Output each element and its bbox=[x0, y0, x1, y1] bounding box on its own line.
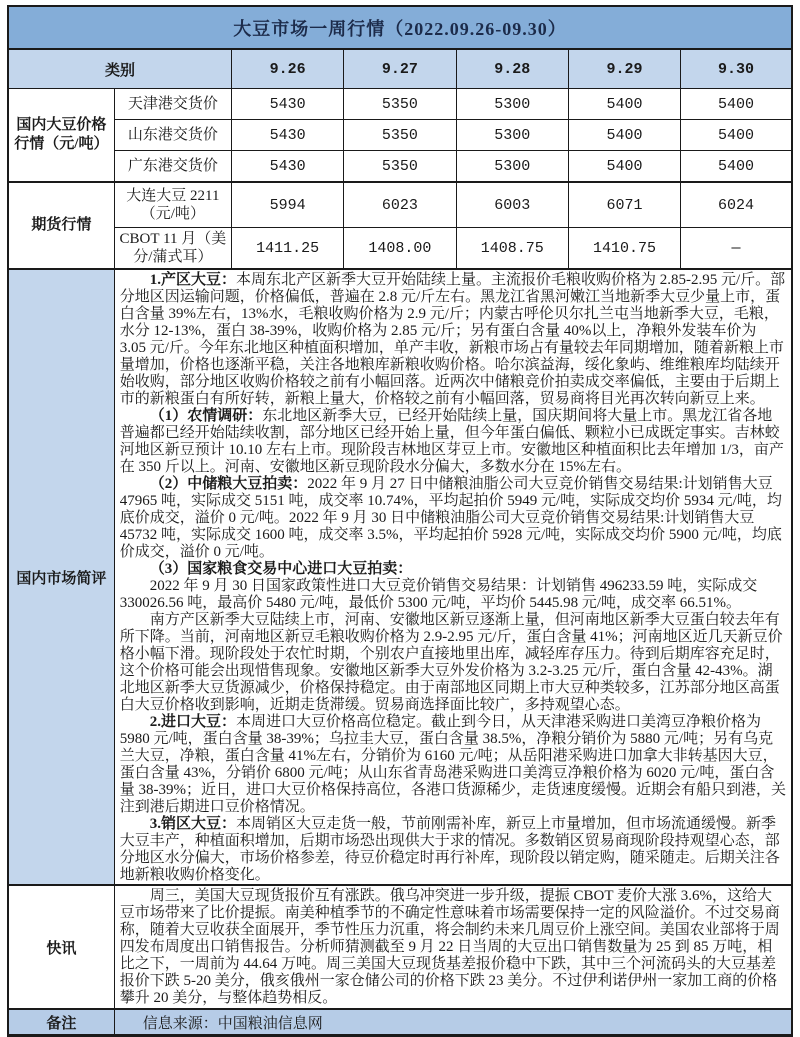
date-header: 9.27 bbox=[344, 49, 456, 89]
price-cell: 6024 bbox=[681, 182, 792, 228]
price-cell: 1408.00 bbox=[344, 228, 456, 270]
report-sheet bbox=[7, 5, 793, 1037]
price-cell: 5300 bbox=[456, 120, 568, 151]
price-cell: 5400 bbox=[568, 151, 680, 183]
row-label: 广东港交货价 bbox=[114, 151, 231, 183]
review-row bbox=[8, 269, 792, 885]
price-cell: 5400 bbox=[681, 89, 792, 120]
section-label-news-flash: 快讯 bbox=[8, 885, 114, 1009]
paragraph: （1）农情调研：东北地区新季大豆，已经开始陆续上量，国庆期间将大量上市。黑龙江省各地普遍都已经开始陆续收割，部分地区已经开始上量，但今年蛋白偏低、颗粒小已成既定事实。吉林蛟河地区新豆预计 10.10 左右上市。现阶段吉林地区芽豆上市。安徽地区种植面积比去年增加 1/3，亩产在 350 斤以上。河南、安徽地区新豆现阶段水分偏大，多数水分在 15%左右。 bbox=[119, 408, 784, 475]
table-row-guangdong bbox=[8, 151, 792, 183]
table-row-tianjin bbox=[8, 89, 792, 120]
table-row-dalian-futures bbox=[8, 182, 792, 228]
paragraph: 2022 年 9 月 30 日国家政策性进口大豆竞价销售交易结果：计划销售 496233.59 吨，实际成交 330026.56 吨，最高价 5480 元/吨，最低价 5300 元/吨，平均价 5445.98 元/吨，成交率 66.51%。 bbox=[119, 578, 758, 611]
row-label: CBOT 11 月（美分/蒲式耳） bbox=[114, 228, 231, 270]
paragraph: （3）国家粮食交易中心进口大豆拍卖： bbox=[149, 561, 413, 577]
section-label-market-review: 国内市场简评 bbox=[8, 269, 114, 885]
row-label: 天津港交货价 bbox=[114, 89, 231, 120]
page-title: 大豆市场一周行情（2022.09.26-09.30） bbox=[8, 6, 792, 49]
paragraph: 3.销区大豆：本周销区大豆走货一般，节前刚需补库，新豆上市量增加，但市场流通缓慢。新季大豆丰产，种植面积增加，后期市场恐出现供大于求的情况。多数销区贸易商现阶段持观望心态，部分地区水分偏大，市场价格参差，待豆价稳定时再行补库，现阶段以销定购，随采随走。后期关注各地新粮收购价格变化。 bbox=[119, 816, 780, 883]
soybean-weekly-table bbox=[7, 5, 793, 1037]
price-cell: 5400 bbox=[568, 89, 680, 120]
price-cell: 6003 bbox=[456, 182, 568, 228]
paragraph: 南方产区新季大豆陆续上市，河南、安徽地区新豆逐渐上量，但河南地区新季大豆蛋白较去年有所下降。当前，河南地区新豆毛粮收购价格为 2.9-2.95 元/斤，蛋白含量 41%；河南地区近几天新豆价格小幅下滑。现阶段处于农忙时期，个别农户直接地里出库，减轻库存压力。待到后期库容充足时，这个价格可能会出现惜售现象。安徽地区新季大豆外发价格为 3.2-3.25 元/斤，蛋白含量 42-43%。湖北地区新季大豆货源减少，价格保持稳定。由于南部地区同期上市大豆种类较多，江苏部分地区高蛋白大豆价格收到影响，近期走货滞缓。贸易商选择面比较广，多持观望心态。 bbox=[119, 612, 783, 713]
price-cell: 1410.75 bbox=[568, 228, 680, 270]
group-label-domestic-prices: 国内大豆价格行情（元/吨） bbox=[8, 89, 114, 183]
news-flash-text bbox=[114, 885, 792, 1009]
title-row bbox=[8, 6, 792, 49]
price-cell: 5994 bbox=[232, 182, 344, 228]
price-cell: 5300 bbox=[456, 89, 568, 120]
price-cell: 5400 bbox=[568, 120, 680, 151]
date-header-row bbox=[8, 49, 792, 89]
remark-row bbox=[8, 1009, 792, 1036]
price-cell: 5350 bbox=[344, 89, 456, 120]
price-cell: 5400 bbox=[681, 151, 792, 183]
price-cell: 5300 bbox=[456, 151, 568, 183]
market-review-text bbox=[114, 269, 792, 885]
price-cell: 5350 bbox=[344, 151, 456, 183]
date-header: 9.26 bbox=[232, 49, 344, 89]
date-header: 9.29 bbox=[568, 49, 680, 89]
express-row bbox=[8, 885, 792, 1009]
section-label-remark: 备注 bbox=[8, 1009, 114, 1036]
paragraph: 周三，美国大豆现货报价互有涨跌。俄乌冲突进一步升级，提振 CBOT 麦价大涨 3.6%，这给大豆市场带来了比价提振。南美种植季节的不确定性意味着市场需要保持一定的风险溢价。不过交易商称，随着大豆收获全面展开，季节性压力沉重，将会制约未来几周豆价上涨空间。美国农业部将于周四发布周度出口销售报告。分析师猜测截至 9 月 22 日当周的大豆出口销售数量为 25 到 85 万吨，相比之下，一周前为 44.64 万吨。周三美国大豆现货基差报价稳中下跌，其中三个河流码头的大豆基差报价下跌 5-20 美分，俄亥俄州一家仓储公司的价格下跌 23 美分。不过伊利诺伊州一家加工商的价格攀升 20 美分，与整体趋势相反。 bbox=[119, 888, 780, 1006]
group-label-futures: 期货行情 bbox=[8, 182, 114, 269]
price-cell: 1411.25 bbox=[232, 228, 344, 270]
paragraph: 2.进口大豆：本周进口大豆价格高位稳定。截止到今日，从天津港采购进口美湾豆净粮价格为 5980 元/吨，蛋白含量 38-39%；乌拉圭大豆，蛋白含量 38.5%，净粮分销价为 5880 元/吨；另有乌克兰大豆，净粮，蛋白含量 41%左右，分销价为 6160 元/吨；从岳阳港采购进口加拿大非转基因大豆，蛋白含量 43%，分销价 6800 元/吨；从山东省青岛港采购进口美湾豆净粮价格为 6020 元/吨，蛋白含量 38-39%；近日，进口大豆价格保持高位，各港口货源稀少，走货速度缓慢。近期会有船只到港，关注到港后期进口豆价格情况。 bbox=[119, 714, 786, 815]
price-cell: — bbox=[681, 228, 792, 270]
price-cell: 5400 bbox=[681, 120, 792, 151]
price-cell: 6023 bbox=[344, 182, 456, 228]
paragraph: （2）中储粮大豆拍卖：2022 年 9 月 27 日中储粮油脂公司大豆竞价销售交易结果:计划销售大豆 47965 吨，实际成交 5151 吨，成交率 10.74%，平均起拍价 5949 元/吨，实际成交均价 5934 元/吨，均底价成交，溢价 0 元/吨。2022 年 9 月 30 日中储粮油脂公司大豆竞价销售交易结果:计划销售大豆 45732 吨，实际成交 1600 吨，成交率 3.5%，平均起拍价 5928 元/吨，实际成交均价 5900 元/吨，均底价成交，溢价 0 元/吨。 bbox=[119, 476, 782, 560]
paragraph: 1.产区大豆：本周东北产区新季大豆开始陆续上量。主流报价毛粮收购价格为 2.85-2.95 元/斤。部分地区因运输问题，价格偏低，普遍在 2.8 元/斤左右。黑龙江省黑河嫩江当地新季大豆少量上市，蛋白含量 39%左右，13%水，毛粮收购价格为 2.9 元/斤；内蒙古呼伦贝尔扎兰屯当地新季大豆，毛粮，水分 12-13%，蛋白 38-39%，收购价格为 2.85 元/斤；另有蛋白含量 40%以上，净粮外发装车价为 3.05 元/斤。今年东北地区种植面积增加，单产丰收，新粮市场占有量较去年同期增加，随着新粮上市量增加，价格也逐渐平稳，关注各地粮库新粮收购价格。哈尔滨益海，绥化象屿、维维粮库均陆续开始收购，部分地区收购价格较之前有小幅回落。近两次中储粮竞价拍卖成交率偏低，主要由于后期上市的新粮蛋白有所好转，新粮上量大，价格较之前有小幅回落，贸易商将目光再次转向新豆上来。 bbox=[119, 272, 786, 407]
date-header: 9.30 bbox=[681, 49, 792, 89]
price-cell: 6071 bbox=[568, 182, 680, 228]
date-header: 9.28 bbox=[456, 49, 568, 89]
source-note: 信息来源：中国粮油信息网 bbox=[114, 1009, 792, 1036]
price-cell: 1408.75 bbox=[456, 228, 568, 270]
price-cell: 5430 bbox=[232, 120, 344, 151]
price-cell: 5430 bbox=[232, 89, 344, 120]
table-row-cbot-futures bbox=[8, 228, 792, 270]
price-cell: 5430 bbox=[232, 151, 344, 183]
row-label: 山东港交货价 bbox=[114, 120, 231, 151]
row-label: 大连大豆 2211（元/吨） bbox=[114, 182, 231, 228]
table-row-shandong bbox=[8, 120, 792, 151]
price-cell: 5350 bbox=[344, 120, 456, 151]
category-header: 类别 bbox=[8, 49, 232, 89]
